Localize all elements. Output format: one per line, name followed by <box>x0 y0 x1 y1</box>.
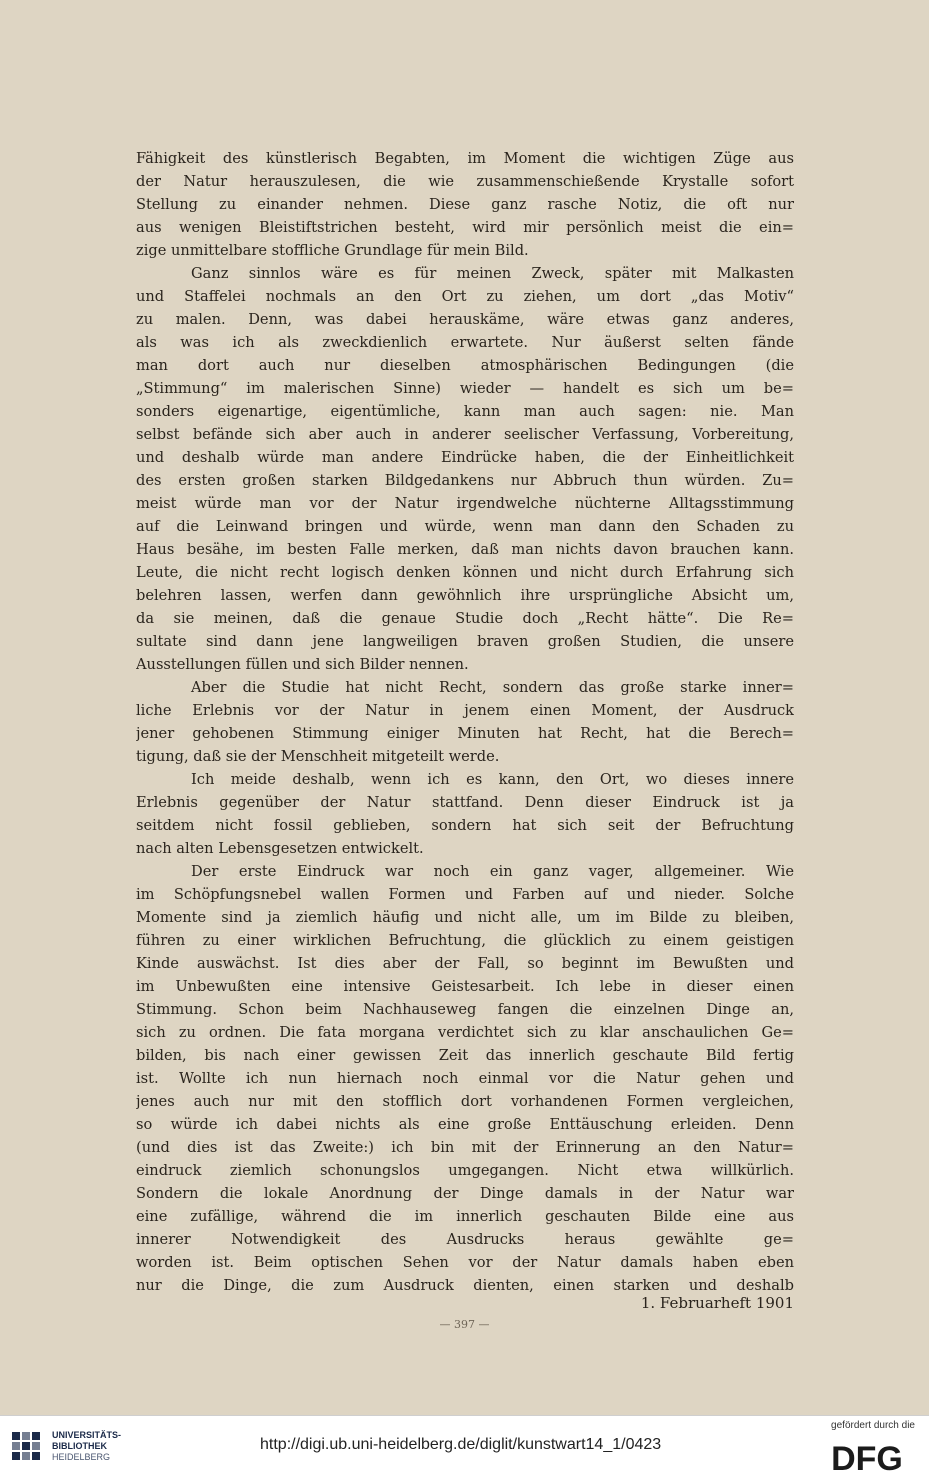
library-line-1: UNIVERSITÄTS- <box>52 1430 122 1440</box>
text-line: und deshalb würde man andere Eindrücke haben, die der Einheitlichkeit <box>136 449 794 466</box>
text-line: man dort auch nur dieselben atmosphärischen Bedingungen (die <box>136 357 794 374</box>
text-line: „Stimmung“ im malerischen Sinne) wieder — handelt es sich um be= <box>136 380 794 397</box>
text-line: Aber die Studie hat nicht Recht, sondern das große starke inner= <box>191 679 794 696</box>
text-line: zu malen. Denn, was dabei herauskäme, wäre etwas ganz anderes, <box>136 311 794 328</box>
text-line: tigung, daß sie der Menschheit mitgeteilt werde. <box>136 748 500 765</box>
text-line: belehren lassen, werfen dann gewöhnlich ihre ursprüngliche Absicht um, <box>136 587 794 604</box>
text-line: der Natur herauszulesen, die wie zusammenschießende Krystalle sofort <box>136 173 794 190</box>
text-line: Stimmung. Schon beim Nachhauseweg fangen die einzelnen Dinge an, <box>136 1001 794 1018</box>
text-line: nur die Dinge, die zum Ausdruck dienten, einen starken und deshalb <box>136 1277 794 1294</box>
text-line: zige unmittelbare stoffliche Grundlage für mein Bild. <box>136 242 529 259</box>
text-line: des ersten großen starken Bildgedankens nur Abbruch thun würden. Zu= <box>136 472 794 489</box>
dfg-logo-text: DFG <box>831 1440 903 1476</box>
text-line: seitdem nicht fossil geblieben, sondern hat sich seit der Befruchtung <box>136 817 794 834</box>
text-line: da sie meinen, daß die genaue Studie doch „Recht hätte“. Die Re= <box>136 610 794 627</box>
text-line: Haus besähe, im besten Falle merken, daß man nichts davon brauchen kann. <box>136 541 794 558</box>
issue-footer: 1. Februarheft 1901 <box>640 1294 794 1312</box>
text-line: nach alten Lebensgesetzen entwickelt. <box>136 840 424 857</box>
bottom-bar <box>0 1415 929 1480</box>
text-line: selbst befände sich aber auch in anderer seelischer Verfassung, Vorbereitung, <box>136 426 794 443</box>
text-line: im Unbewußten eine intensive Geistesarbeit. Ich lebe in dieser einen <box>136 978 794 995</box>
library-line-3: HEIDELBERG <box>52 1452 111 1462</box>
text-line: eine zufällige, während die im innerlich geschauten Bilde eine aus <box>136 1208 794 1225</box>
text-line: Momente sind ja ziemlich häufig und nicht alle, um im Bilde zu bleiben, <box>136 909 794 926</box>
text-line: Ich meide deshalb, wenn ich es kann, den Ort, wo dieses innere <box>191 771 794 788</box>
text-line: eindruck ziemlich schonungslos umgegangen. Nicht etwa willkürlich. <box>136 1162 794 1179</box>
text-line: Ganz sinnlos wäre es für meinen Zweck, später mit Malkasten <box>191 265 794 282</box>
text-line: worden ist. Beim optischen Sehen vor der Natur damals haben eben <box>136 1254 794 1271</box>
text-line: sich zu ordnen. Die fata morgana verdichtet sich zu klar anschaulichen Ge= <box>136 1024 794 1041</box>
text-line: auf die Leinwand bringen und würde, wenn man dann den Schaden zu <box>136 518 794 535</box>
text-line: liche Erlebnis vor der Natur in jenem einen Moment, der Ausdruck <box>136 702 794 719</box>
text-line: Der erste Eindruck war noch ein ganz vager, allgemeiner. Wie <box>191 863 794 880</box>
body-text <box>136 147 794 1297</box>
text-line: Erlebnis gegenüber der Natur stattfand. Denn dieser Eindruck ist ja <box>136 794 794 811</box>
text-line: so würde ich dabei nichts als eine große Enttäuschung erleiden. Denn <box>136 1116 794 1133</box>
text-line: innerer Notwendigkeit des Ausdrucks heraus gewählte ge= <box>136 1231 794 1248</box>
text-line: Stellung zu einander nehmen. Diese ganz rasche Notiz, die oft nur <box>136 196 794 213</box>
text-line: im Schöpfungsnebel wallen Formen und Farben auf und nieder. Solche <box>136 886 794 903</box>
text-line: als was ich als zweckdienlich erwartete. Nur äußerst selten fände <box>136 334 794 351</box>
text-line: jener gehobenen Stimmung einiger Minuten hat Recht, hat die Berech= <box>136 725 794 742</box>
text-line: aus wenigen Bleistiftstrichen besteht, wird mir persönlich meist die ein= <box>136 219 794 236</box>
text-line: bilden, bis nach einer gewissen Zeit das innerlich geschaute Bild fertig <box>136 1047 794 1064</box>
text-line: Fähigkeit des künstlerisch Begabten, im Moment die wichtigen Züge aus <box>136 150 794 167</box>
text-line: Sondern die lokale Anordnung der Dinge damals in der Natur war <box>136 1185 794 1202</box>
text-line: sultate sind dann jene langweiligen braven großen Studien, die unsere <box>136 633 794 650</box>
library-line-2: BIBLIOTHEK <box>52 1441 107 1451</box>
permalink-url[interactable]: http://digi.ub.uni-heidelberg.de/diglit/kunstwart14_1/0423 <box>260 1436 662 1453</box>
text-line: Ausstellungen füllen und sich Bilder nennen. <box>136 656 469 673</box>
text-line: Kinde auswächst. Ist dies aber der Fall, so beginnt im Bewußten und <box>136 955 794 972</box>
dfg-logo-icon[interactable] <box>817 1436 917 1476</box>
text-line: Leute, die nicht recht logisch denken können und nicht durch Erfahrung sich <box>136 564 794 581</box>
text-line: sonders eigenartige, eigentümliche, kann man auch sagen: nie. Man <box>136 403 794 420</box>
text-line: und Staffelei nochmals an den Ort zu ziehen, um dort „das Motiv“ <box>136 288 794 305</box>
library-name <box>52 1430 121 1463</box>
text-line: meist würde man vor der Natur irgendwelche nüchterne Alltagsstimmung <box>136 495 794 512</box>
page-number: — 397 — <box>439 1318 490 1331</box>
funding-note: gefördert durch die <box>831 1420 915 1431</box>
text-line: ist. Wollte ich nun hiernach noch einmal vor die Natur gehen und <box>136 1070 794 1087</box>
text-line: (und dies ist das Zweite:) ich bin mit der Erinnerung an den Natur= <box>136 1139 794 1156</box>
text-line: jenes auch nur mit den stofflich dort vorhandenen Formen vergleichen, <box>136 1093 794 1110</box>
text-line: führen zu einer wirklichen Befruchtung, die glücklich zu einem geistigen <box>136 932 794 949</box>
